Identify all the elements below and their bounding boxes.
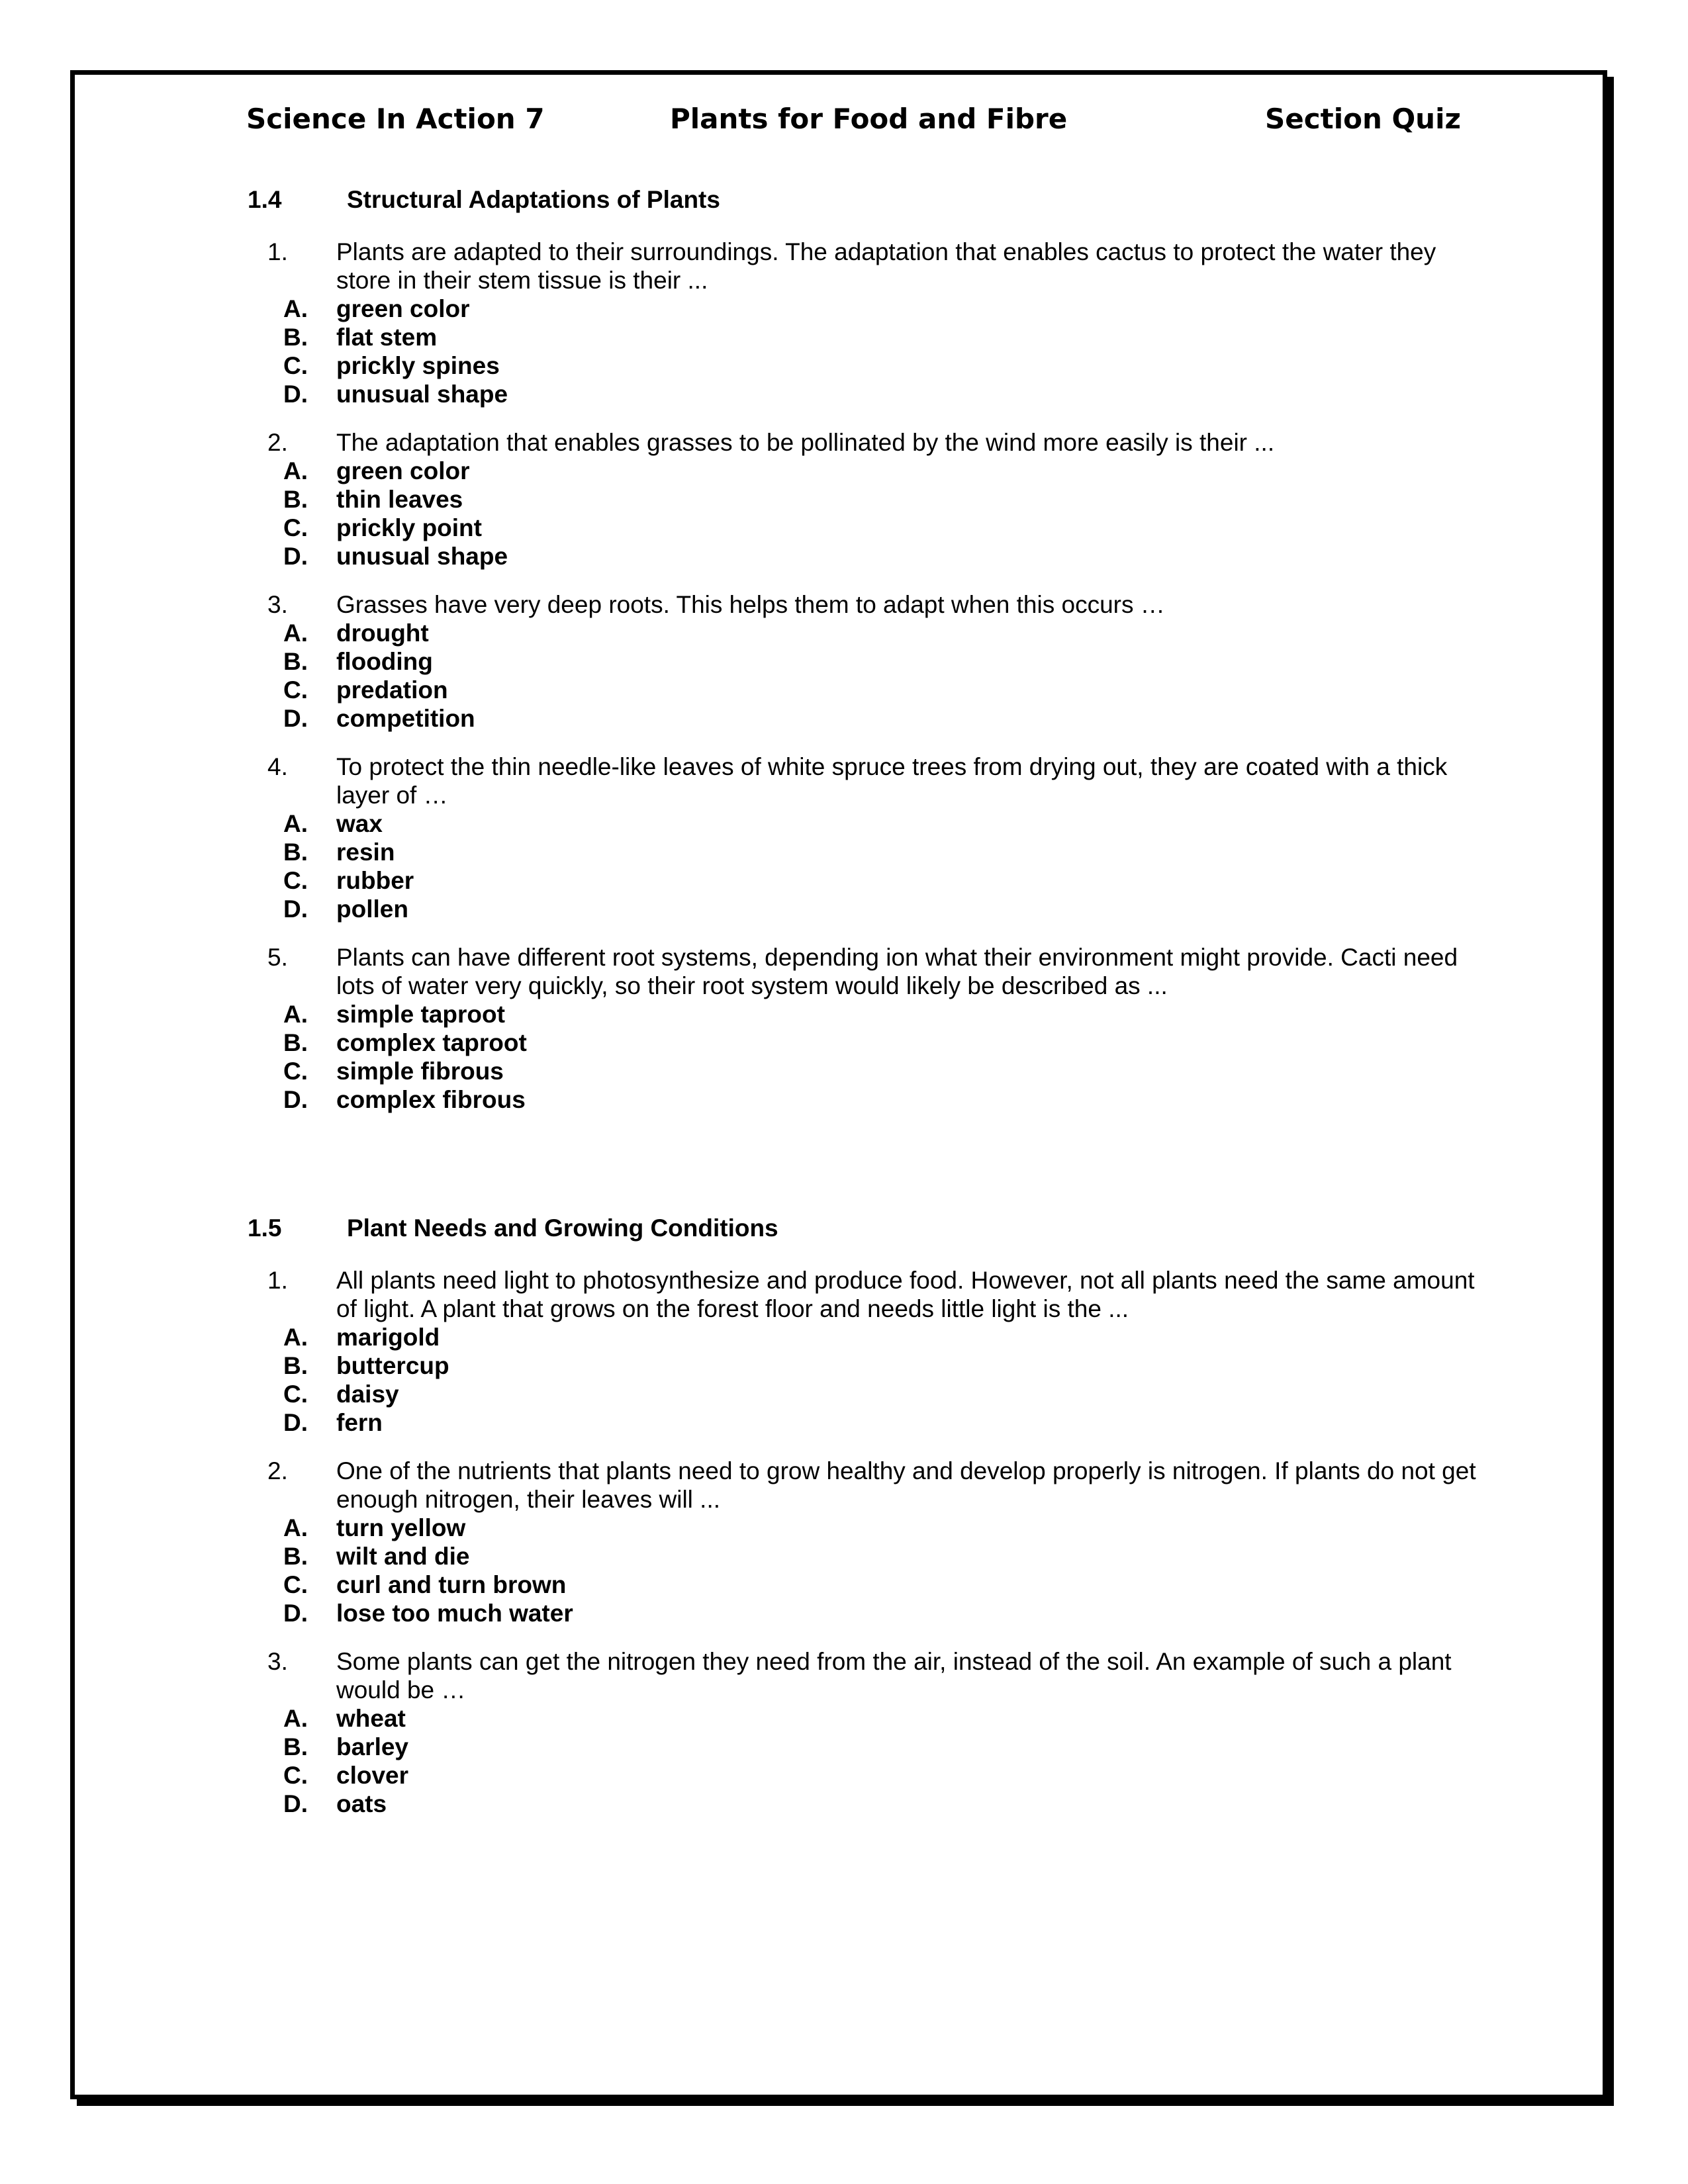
option-text: flooding <box>336 648 433 675</box>
answer-option <box>0 380 1688 408</box>
option-text: competition <box>336 705 475 732</box>
option-letter: A. <box>283 295 308 322</box>
answer-option <box>0 1790 1688 1818</box>
question-number: 3. <box>267 1648 288 1675</box>
option-text: complex taproot <box>336 1029 527 1056</box>
option-letter: B. <box>283 324 308 351</box>
option-text: prickly spines <box>336 352 500 379</box>
section-title: Structural Adaptations of Plants <box>347 186 720 213</box>
option-text: barley <box>336 1733 409 1760</box>
question-text: Plants are adapted to their surroundings. The adaptation that enables cactus to protect the water they store in their stem tissue is their ... <box>336 238 1436 294</box>
option-letter: D. <box>283 381 308 408</box>
option-letter: D. <box>283 1409 308 1436</box>
answer-option <box>0 1761 1688 1790</box>
question <box>0 752 1688 923</box>
option-letter: B. <box>283 1029 308 1056</box>
answer-option <box>0 1351 1688 1380</box>
option-letter: C. <box>283 1058 308 1085</box>
option-letter: C. <box>283 352 308 379</box>
section-1-5 <box>0 1210 1688 1818</box>
answer-option <box>0 1599 1688 1627</box>
option-letter: B. <box>283 1733 308 1760</box>
question-text: Some plants can get the nitrogen they need from the air, instead of the soil. An example of such a plant would be … <box>336 1648 1452 1704</box>
section-1-4 <box>0 182 1688 1114</box>
answer-option <box>0 619 1688 647</box>
option-letter: B. <box>283 648 308 675</box>
option-text: pollen <box>336 895 408 923</box>
answer-option <box>0 838 1688 866</box>
option-letter: B. <box>283 1352 308 1379</box>
answer-option <box>0 351 1688 380</box>
answer-option <box>0 1570 1688 1599</box>
option-letter: C. <box>283 1381 308 1408</box>
answer-option <box>0 1028 1688 1057</box>
answer-option <box>0 542 1688 570</box>
option-letter: B. <box>283 839 308 866</box>
option-text: buttercup <box>336 1352 449 1379</box>
question-text: The adaptation that enables grasses to be pollinated by the wind more easily is their ... <box>336 429 1275 456</box>
option-text: daisy <box>336 1381 399 1408</box>
question <box>0 1647 1688 1818</box>
answer-option <box>0 704 1688 733</box>
answer-option <box>0 1408 1688 1437</box>
question-text: All plants need light to photosynthesize and produce food. However, not all plants need the same amount of light. A plant that grows on the forest floor and needs little light is the ... <box>336 1267 1475 1322</box>
question-number: 2. <box>267 1457 288 1484</box>
answer-option <box>0 1057 1688 1085</box>
section-heading <box>0 1210 1688 1246</box>
option-letter: B. <box>283 1543 308 1570</box>
option-text: rubber <box>336 867 414 894</box>
option-letter: A. <box>283 1514 308 1541</box>
answer-option <box>0 676 1688 704</box>
option-text: lose too much water <box>336 1600 573 1627</box>
question-number: 3. <box>267 591 288 618</box>
section-title: Plant Needs and Growing Conditions <box>347 1214 778 1242</box>
option-letter: D. <box>283 1600 308 1627</box>
question-number: 5. <box>267 944 288 971</box>
option-letter: C. <box>283 676 308 704</box>
option-text: drought <box>336 619 429 647</box>
question <box>0 943 1688 1114</box>
option-text: resin <box>336 839 395 866</box>
option-text: turn yellow <box>336 1514 466 1541</box>
question-number: 4. <box>267 753 288 780</box>
option-letter: D. <box>283 543 308 570</box>
option-letter: A. <box>283 1705 308 1732</box>
answer-option <box>0 457 1688 485</box>
option-letter: D. <box>283 705 308 732</box>
question <box>0 1266 1688 1437</box>
question <box>0 1457 1688 1627</box>
answer-option <box>0 1514 1688 1542</box>
question <box>0 238 1688 408</box>
option-text: unusual shape <box>336 543 508 570</box>
option-letter: A. <box>283 1001 308 1028</box>
question <box>0 590 1688 733</box>
answer-option <box>0 295 1688 323</box>
option-text: clover <box>336 1762 409 1789</box>
question-number: 1. <box>267 238 288 265</box>
question-number: 1. <box>267 1267 288 1294</box>
question <box>0 428 1688 570</box>
answer-option <box>0 1000 1688 1028</box>
option-text: wilt and die <box>336 1543 470 1570</box>
option-text: prickly point <box>336 514 482 541</box>
option-letter: D. <box>283 1790 308 1817</box>
answer-option <box>0 1542 1688 1570</box>
option-letter: C. <box>283 1571 308 1598</box>
option-letter: C. <box>283 1762 308 1789</box>
answer-option <box>0 1733 1688 1761</box>
answer-option <box>0 323 1688 351</box>
option-letter: D. <box>283 895 308 923</box>
answer-option <box>0 1704 1688 1733</box>
option-letter: A. <box>283 457 308 484</box>
option-letter: A. <box>283 810 308 837</box>
question-text: Grasses have very deep roots. This helps them to adapt when this occurs … <box>336 591 1165 618</box>
option-text: marigold <box>336 1324 440 1351</box>
course-title: Science In Action 7 <box>246 103 545 135</box>
question-text: One of the nutrients that plants need to grow healthy and develop properly is nitrogen. If plants do not get enough nitrogen, their leaves will ... <box>336 1457 1476 1513</box>
option-text: predation <box>336 676 448 704</box>
question-text: Plants can have different root systems, depending ion what their environment might provide. Cacti need lots of water very quickly, so their root system would likely be described as ... <box>336 944 1458 999</box>
option-letter: A. <box>283 619 308 647</box>
option-text: simple fibrous <box>336 1058 504 1085</box>
answer-option <box>0 866 1688 895</box>
page-header <box>0 99 1688 139</box>
answer-option <box>0 514 1688 542</box>
option-text: complex fibrous <box>336 1086 526 1113</box>
answer-option <box>0 809 1688 838</box>
option-text: fern <box>336 1409 383 1436</box>
answer-option <box>0 895 1688 923</box>
option-text: oats <box>336 1790 387 1817</box>
answer-option <box>0 485 1688 514</box>
option-letter: B. <box>283 486 308 513</box>
answer-option <box>0 1323 1688 1351</box>
option-letter: C. <box>283 867 308 894</box>
question-text: To protect the thin needle-like leaves of white spruce trees from drying out, they are coated with a thick layer of … <box>336 753 1448 809</box>
option-text: flat stem <box>336 324 438 351</box>
option-letter: D. <box>283 1086 308 1113</box>
option-text: unusual shape <box>336 381 508 408</box>
option-letter: C. <box>283 514 308 541</box>
quiz-type: Section Quiz <box>1265 103 1461 135</box>
option-text: wheat <box>336 1705 406 1732</box>
option-text: green color <box>336 295 470 322</box>
option-text: green color <box>336 457 470 484</box>
section-heading <box>0 182 1688 218</box>
section-number: 1.4 <box>248 186 282 213</box>
option-letter: A. <box>283 1324 308 1351</box>
answer-option <box>0 647 1688 676</box>
question-number: 2. <box>267 429 288 456</box>
option-text: thin leaves <box>336 486 463 513</box>
option-text: simple taproot <box>336 1001 505 1028</box>
option-text: curl and turn brown <box>336 1571 567 1598</box>
option-text: wax <box>336 810 383 837</box>
answer-option <box>0 1085 1688 1114</box>
section-number: 1.5 <box>248 1214 282 1242</box>
unit-title: Plants for Food and Fibre <box>670 103 1068 135</box>
answer-option <box>0 1380 1688 1408</box>
